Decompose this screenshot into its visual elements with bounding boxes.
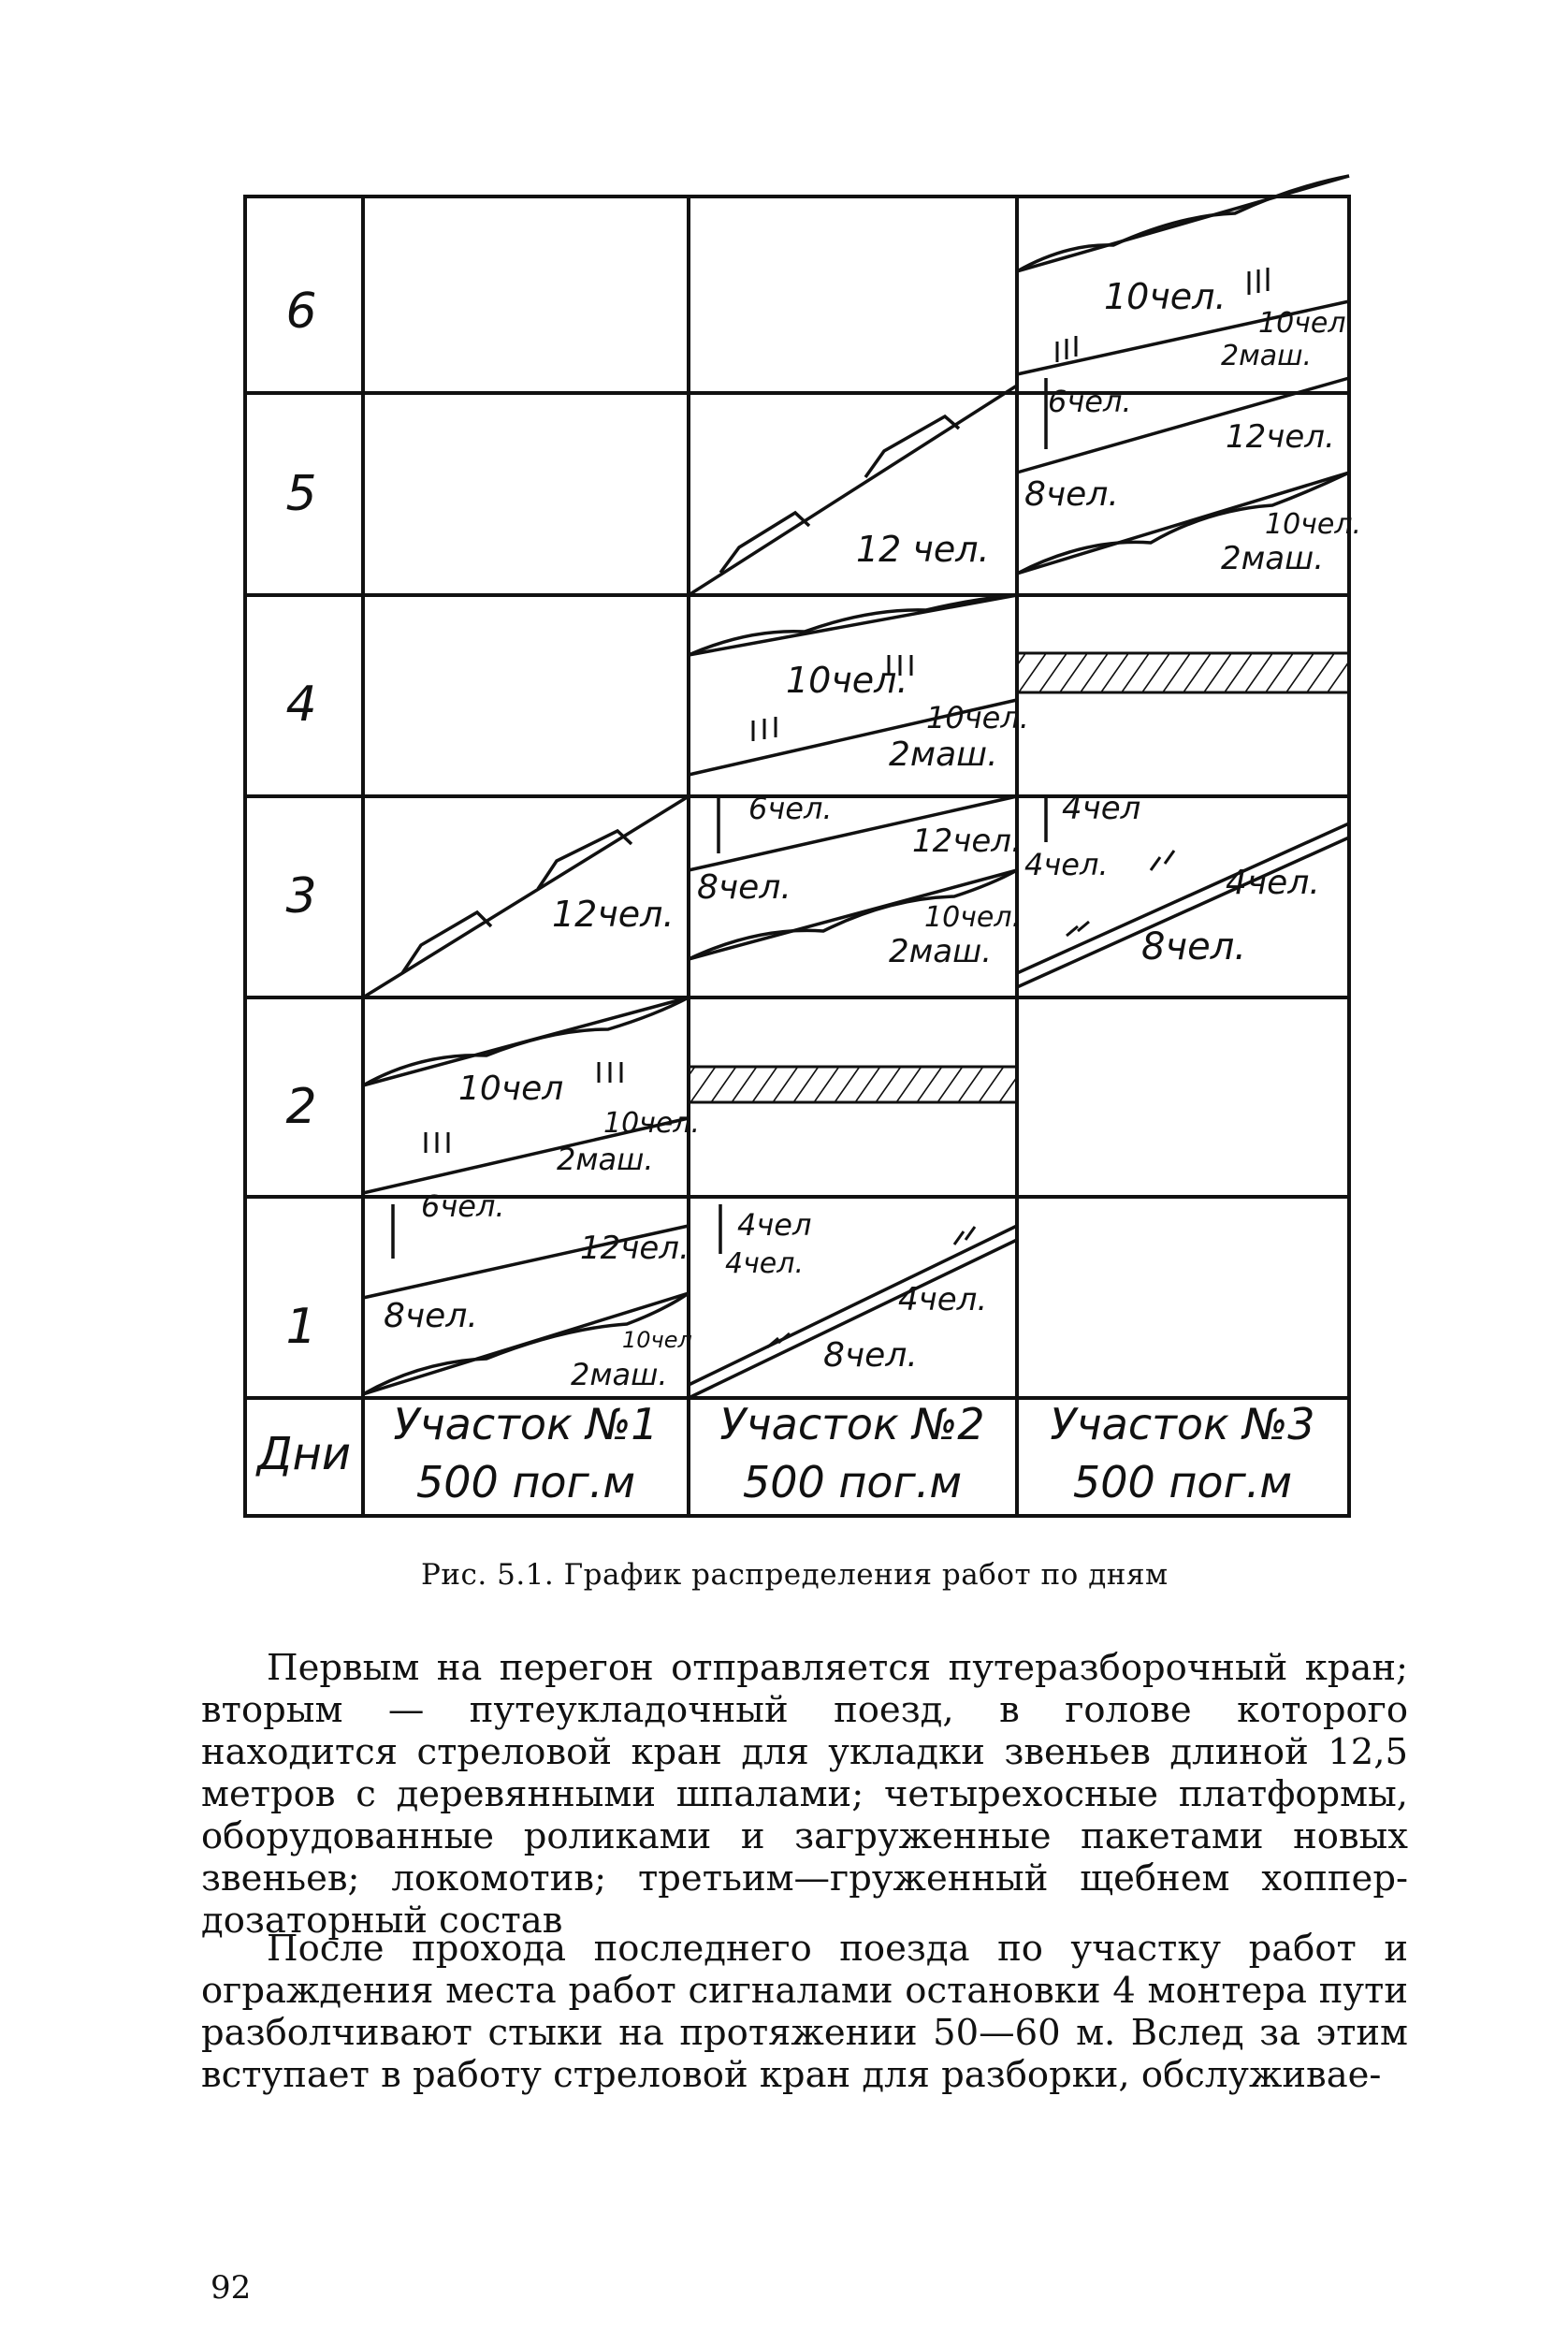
crew-label: 8чел.: [1024, 475, 1119, 514]
crew-label: 6чел.: [421, 1188, 505, 1224]
work-symbols: [426, 268, 1268, 1347]
days-header: Дни: [256, 1428, 352, 1480]
crew-label: 4чел.: [1226, 864, 1320, 902]
section-1-length: 500 пог.м: [415, 1457, 636, 1507]
crew-label: 10чел.: [1104, 276, 1227, 317]
paragraph-1: Первым на перегон отправляется путеразборочный кран; вторым — путеукладочный поезд, в голове которого находится стреловой кран для укладки звеньев длиной 12,5 метров с деревянными шпалами; четырехосные платформы, оборудованные роликами и загруженные пакетами новых звеньев; локомотив; третьим—груженный щебнем хоппер-дозаторный состав: [201, 1647, 1408, 1942]
crew-label: 12 чел.: [856, 529, 990, 570]
caption-text: График распределения работ по дням: [563, 1558, 1169, 1592]
section-3-name: Участок №3: [1050, 1399, 1315, 1449]
section-2-name: Участок №2: [719, 1399, 985, 1449]
crew-label: 10чел.: [1258, 307, 1356, 340]
section-3-length: 500 пог.м: [1072, 1457, 1293, 1507]
section-1-name: Участок №1: [393, 1399, 659, 1449]
page-number: 92: [211, 2269, 252, 2307]
crew-label: 4чел.: [725, 1247, 804, 1280]
crew-label: 12чел.: [552, 894, 675, 935]
crew-label: 10чел.: [924, 901, 1022, 934]
crew-label: 10чел.: [603, 1107, 701, 1140]
crew-label: 4чел: [1062, 790, 1141, 827]
crew-label: 12чел.: [912, 823, 1022, 860]
crew-label: 6чел.: [748, 791, 833, 826]
crew-label: 2маш.: [889, 735, 998, 774]
day-label-5: 5: [285, 466, 317, 522]
hatched-bar-section-3: [1017, 653, 1349, 692]
crew-label: 10чел.: [786, 660, 908, 701]
crew-label: 10чел: [458, 1070, 564, 1108]
day-label-2: 2: [285, 1079, 317, 1135]
crew-label: 8чел.: [697, 868, 791, 907]
crew-label: 8чел.: [823, 1336, 918, 1375]
crew-label: 8чел.: [1141, 925, 1246, 968]
day-label-4: 4: [285, 677, 317, 733]
crew-label: 2маш.: [571, 1357, 668, 1392]
day-label-1: 1: [285, 1299, 317, 1355]
day-labels: [255, 284, 351, 1480]
crew-label: 2маш.: [1221, 340, 1313, 372]
caption-prefix: Рис. 5.1.: [421, 1558, 555, 1592]
crew-label: 10чел.: [1265, 508, 1362, 541]
crew-label: 2маш.: [1221, 540, 1325, 577]
crew-label: 6чел.: [1048, 384, 1132, 419]
crew-label: 4чел: [737, 1207, 812, 1243]
paragraph-2: После прохода последнего поезда по участку работ и ограждения места работ сигналами остановки 4 монтера пути разболчивают стыки на протяжении 50—60 м. Вслед за этим вступает в работу стреловой кран для разборки, обслуживае-: [201, 1928, 1408, 2096]
crew-labels: [384, 276, 1361, 1392]
crew-label: 12чел.: [1226, 418, 1335, 456]
crew-label: 2маш.: [889, 933, 993, 970]
crew-label: 10чел: [622, 1327, 692, 1353]
section-2-length: 500 пог.м: [742, 1457, 963, 1507]
figure-caption: [421, 1558, 1169, 1592]
crew-label: 12чел.: [580, 1230, 690, 1267]
crew-label: 4чел.: [1024, 847, 1109, 882]
hatched-bar-section-2: [689, 1067, 1017, 1102]
section-headers: [393, 1399, 1314, 1507]
day-label-6: 6: [285, 284, 317, 340]
crew-label: 8чел.: [384, 1297, 478, 1335]
day-label-3: 3: [285, 868, 317, 924]
crew-label: 10чел.: [926, 700, 1029, 735]
crew-label: 4чел.: [898, 1281, 988, 1318]
work-lines: [363, 176, 1349, 1398]
crew-label: 2маш.: [557, 1142, 654, 1177]
